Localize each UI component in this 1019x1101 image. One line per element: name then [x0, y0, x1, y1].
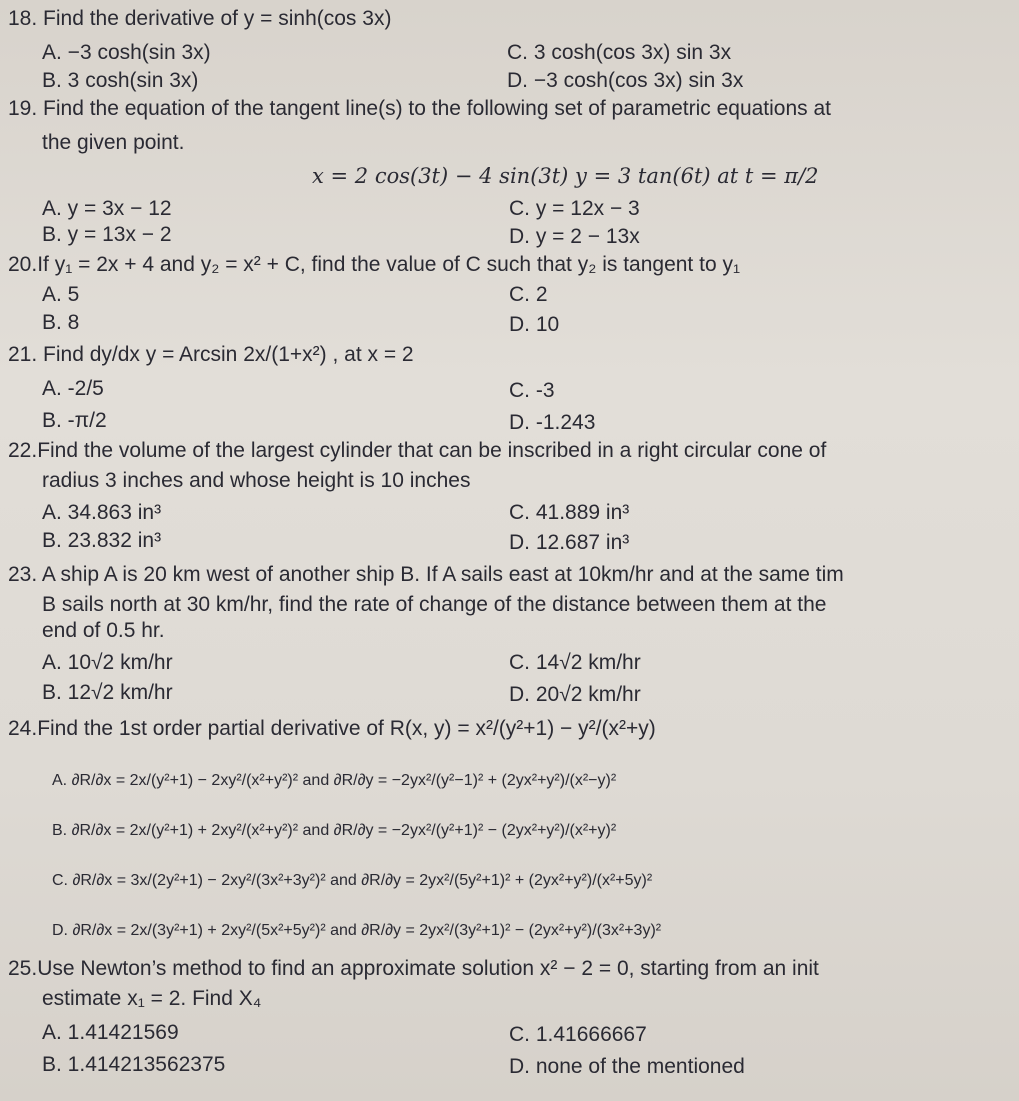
question-23-stem-line-2: B sails north at 30 km/hr, find the rate of change of the distance between them at the — [42, 593, 827, 616]
question-25-option-d[interactable]: D. none of the mentioned — [509, 1055, 745, 1078]
question-24-option-d[interactable]: D. ∂R/∂x = 2x/(3y²+1) + 2xy²/(5x²+5y²)² and ∂R/∂y = 2yx²/(3y²+1)² − (2yx²+y²)/(3x²+3y)² — [52, 922, 662, 939]
question-20-stem: 20.If y₁ = 2x + 4 and y₂ = x² + C, find the value of C such that y₂ is tangent to y₁ — [8, 253, 741, 276]
question-22-stem-line-1: 22.Find the volume of the largest cylinder that can be inscribed in a right circular cone of — [8, 439, 827, 462]
question-18-option-b[interactable]: B. 3 cosh(sin 3x) — [42, 69, 199, 92]
question-23-option-d[interactable]: D. 20√2 km/hr — [509, 683, 641, 706]
question-24-stem: 24.Find the 1st order partial derivative of R(x, y) = x²/(y²+1) − y²/(x²+y) — [8, 717, 656, 740]
question-20-option-b[interactable]: B. 8 — [42, 311, 80, 334]
question-22-option-d[interactable]: D. 12.687 in³ — [509, 531, 630, 554]
question-23-option-a[interactable]: A. 10√2 km/hr — [42, 651, 173, 674]
question-25-stem-line-1: 25.Use Newton’s method to find an approximate solution x² − 2 = 0, starting from an init — [8, 957, 819, 980]
question-22-option-b[interactable]: B. 23.832 in³ — [42, 529, 162, 552]
question-21-option-d[interactable]: D. -1.243 — [509, 411, 596, 434]
question-24-option-b[interactable]: B. ∂R/∂x = 2x/(y²+1) + 2xy²/(x²+y²)² and ∂R/∂y = −2yx²/(y²+1)² − (2yx²+y²)/(x²+y)² — [52, 822, 617, 839]
question-23-option-b[interactable]: B. 12√2 km/hr — [42, 681, 173, 704]
question-19-option-c[interactable]: C. y = 12x − 3 — [509, 197, 640, 220]
question-24-option-c[interactable]: C. ∂R/∂x = 3x/(2y²+1) − 2xy²/(3x²+3y²)² and ∂R/∂y = 2yx²/(5y²+1)² + (2yx²+y²)/(x²+5y)² — [52, 872, 653, 889]
question-21-option-b[interactable]: B. -π/2 — [42, 409, 107, 432]
question-19-stem-line-2: the given point. — [42, 131, 185, 154]
question-25-stem-line-2: estimate x₁ = 2. Find X₄ — [42, 987, 262, 1010]
question-18-option-a[interactable]: A. −3 cosh(sin 3x) — [42, 41, 211, 64]
question-23-stem-line-1: 23. A ship A is 20 km west of another ship B. If A sails east at 10km/hr and at the same tim — [8, 563, 844, 586]
question-19-option-d[interactable]: D. y = 2 − 13x — [509, 225, 640, 248]
question-20-option-c[interactable]: C. 2 — [509, 283, 548, 306]
question-24-option-a[interactable]: A. ∂R/∂x = 2x/(y²+1) − 2xy²/(x²+y²)² and ∂R/∂y = −2yx²/(y²−1)² + (2yx²+y²)/(x²−y)² — [52, 772, 617, 789]
question-21-option-a[interactable]: A. -2/5 — [42, 377, 104, 400]
question-22-option-a[interactable]: A. 34.863 in³ — [42, 501, 162, 524]
question-23-stem-line-3: end of 0.5 hr. — [42, 619, 165, 642]
question-25-option-a[interactable]: A. 1.41421569 — [42, 1021, 179, 1044]
question-21-option-c[interactable]: C. -3 — [509, 379, 555, 402]
question-19-equation: x = 2 cos(3t) − 4 sin(3t) y = 3 tan(6t) at t = π/2 — [312, 164, 819, 188]
question-22-stem-line-2: radius 3 inches and whose height is 10 inches — [42, 469, 471, 492]
question-20-option-a[interactable]: A. 5 — [42, 283, 80, 306]
question-19-option-b[interactable]: B. y = 13x − 2 — [42, 223, 172, 246]
question-20-option-d[interactable]: D. 10 — [509, 313, 560, 336]
question-19-option-a[interactable]: A. y = 3x − 12 — [42, 197, 172, 220]
question-18-stem: 18. Find the derivative of y = sinh(cos 3x) — [8, 7, 392, 30]
question-18-option-d[interactable]: D. −3 cosh(cos 3x) sin 3x — [507, 69, 744, 92]
question-25-option-b[interactable]: B. 1.414213562375 — [42, 1053, 226, 1076]
question-19-stem-line-1: 19. Find the equation of the tangent line(s) to the following set of parametric equations at — [8, 97, 832, 120]
question-23-option-c[interactable]: C. 14√2 km/hr — [509, 651, 641, 674]
question-22-option-c[interactable]: C. 41.889 in³ — [509, 501, 630, 524]
question-25-option-c[interactable]: C. 1.41666667 — [509, 1023, 647, 1046]
question-21-stem: 21. Find dy/dx y = Arcsin 2x/(1+x²) , at x = 2 — [8, 343, 414, 366]
question-18-option-c[interactable]: C. 3 cosh(cos 3x) sin 3x — [507, 41, 732, 64]
